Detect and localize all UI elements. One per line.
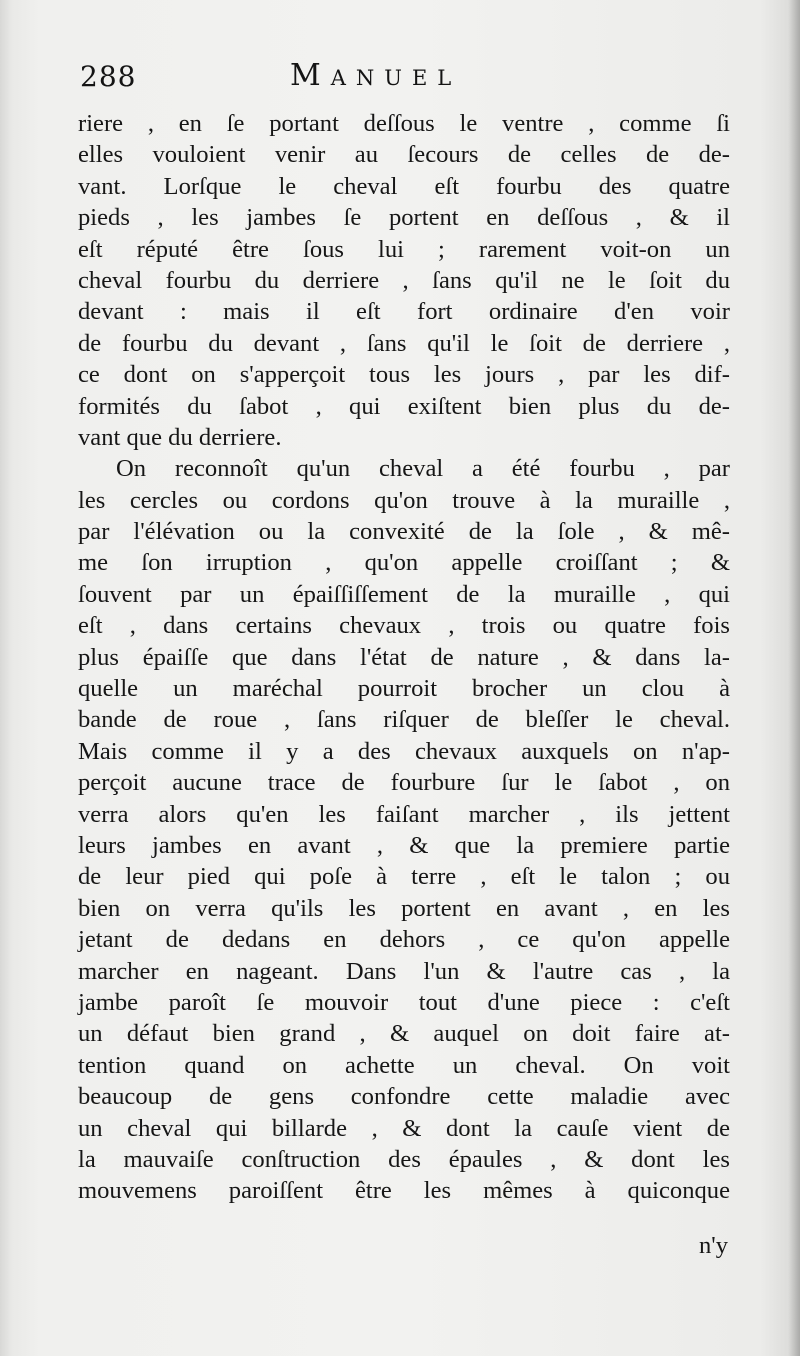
text-line: Mais comme il y a des chevaux auxquels on n'ap- xyxy=(78,737,730,765)
text-line: me ſon irruption , qu'on appelle croiſſant ; & xyxy=(78,549,730,577)
text-line: un défaut bien grand , & auquel on doit faire at- xyxy=(78,1020,730,1048)
text-line: bien on verra qu'ils les portent en avant , en les xyxy=(78,894,730,922)
text-line: jambe paroît ſe mouvoir tout d'une piece : c'eſt xyxy=(78,988,730,1016)
paragraph-first-line: On reconnoît qu'un cheval a été fourbu , par xyxy=(116,455,730,483)
text-line: les cercles ou cordons qu'on trouve à la muraille , xyxy=(78,486,730,514)
text-line: de leur pied qui poſe à terre , eſt le talon ; ou xyxy=(78,863,730,891)
catchword: n'y xyxy=(698,1232,728,1259)
text-line: vant que du derriere. xyxy=(78,423,282,451)
text-line: bande de roue , ſans riſquer de bleſſer le cheval. xyxy=(78,706,730,734)
text-line: marcher en nageant. Dans l'un & l'autre cas , la xyxy=(78,957,730,985)
text-line: riere , en ſe portant deſſous le ventre , comme ſi xyxy=(78,110,730,137)
text-line: perçoit aucune trace de fourbure ſur le ſabot , on xyxy=(78,769,730,797)
text-line: eſt réputé être ſous lui ; rarement voit-on un xyxy=(78,235,730,263)
text-line: ce dont on s'apperçoit tous les jours , par les dif- xyxy=(78,361,730,389)
running-header xyxy=(80,58,740,98)
text-line: devant : mais il eſt fort ordinaire d'en voir xyxy=(78,298,730,326)
text-line: jetant de dedans en dehors , ce qu'on appelle xyxy=(78,926,730,954)
text-line: formités du ſabot , qui exiſtent bien plus du de- xyxy=(78,392,730,420)
text-line: leurs jambes en avant , & que la premiere partie xyxy=(78,831,730,859)
text-line: beaucoup de gens confondre cette maladie avec xyxy=(78,1083,730,1111)
text-line: elles vouloient venir au ſecours de celles de de- xyxy=(78,141,730,169)
page-number: 288 xyxy=(80,60,137,93)
text-line: tention quand on achette un cheval. On voit xyxy=(78,1051,730,1079)
text-line: eſt , dans certains chevaux , trois ou quatre fois xyxy=(78,612,730,640)
page-gutter-shadow xyxy=(788,0,800,1356)
text-line: verra alors qu'en les faiſant marcher , ils jettent xyxy=(78,800,730,828)
text-line: quelle un maréchal pourroit brocher un clou à xyxy=(78,675,730,703)
text-line: la mauvaiſe conſtruction des épaules , & dont les xyxy=(78,1145,730,1173)
text-line: cheval fourbu du derriere , ſans qu'il ne le ſoit du xyxy=(78,266,730,294)
text-line: un cheval qui billarde , & dont la cauſe vient de xyxy=(78,1114,730,1142)
text-line: mouvemens paroiſſent être les mêmes à quiconque xyxy=(78,1177,730,1205)
text-line: ſouvent par un épaiſſiſſement de la muraille , qui xyxy=(78,580,730,608)
text-line: par l'élévation ou la convexité de la ſole , & mê- xyxy=(78,518,730,546)
running-title: Manuel xyxy=(290,58,462,93)
text-line: de fourbu du devant , ſans qu'il le ſoit de derriere , xyxy=(78,329,730,357)
text-line: pieds , les jambes ſe portent en deſſous , & il xyxy=(78,204,730,232)
text-line: vant. Lorſque le cheval eſt fourbu des quatre xyxy=(78,172,730,200)
text-line: plus épaiſſe que dans l'état de nature , & dans la- xyxy=(78,643,730,671)
body-text xyxy=(78,108,730,1207)
